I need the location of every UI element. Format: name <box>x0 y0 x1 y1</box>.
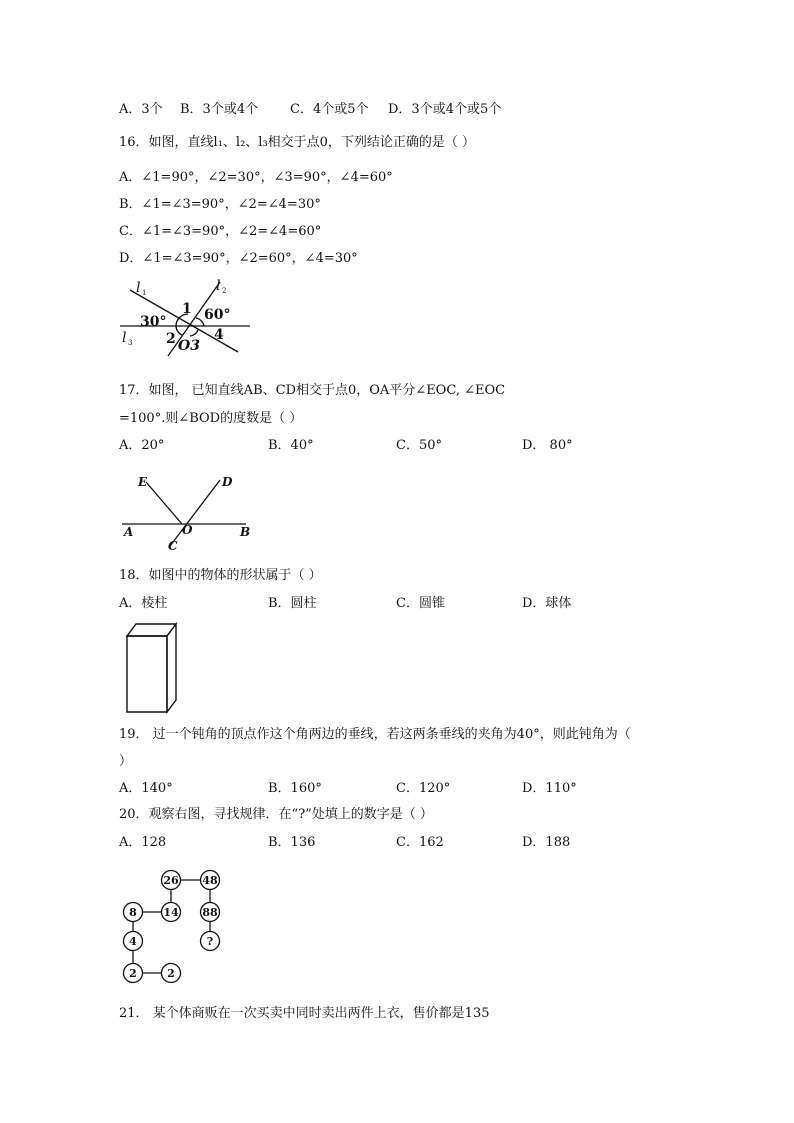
q17-option-b: B．40° <box>268 438 314 453</box>
q16-option-a: A．∠1=90°，∠2=30°，∠3=90°，∠4=60° <box>119 170 393 185</box>
num-2-right: 2 <box>167 967 175 980</box>
label-l1-sub: 1 <box>142 289 147 297</box>
num-14: 14 <box>163 906 179 919</box>
prism-front-face <box>127 636 167 712</box>
label-o: O <box>182 523 193 537</box>
label-l2: l <box>216 278 221 294</box>
num-question: ? <box>206 935 214 948</box>
label-l2-sub: 2 <box>222 287 227 295</box>
q18-stem: 18．如图中的物体的形状属于（ ） <box>119 568 322 583</box>
q21-stem: 21． 某个体商贩在一次买卖中同时卖出两件上衣，售价都是135 <box>119 1006 490 1021</box>
q18-prism-figure <box>122 620 184 716</box>
num-48: 48 <box>202 874 218 887</box>
q20-stem: 20．观察右图，寻找规律．在“?”处填上的数字是（ ） <box>119 807 433 822</box>
q18-option-d: D．球体 <box>522 596 572 611</box>
label-a: A <box>124 525 134 539</box>
q15-option-d: D．3个或4个或5个 <box>388 102 502 117</box>
q20-option-d: D．188 <box>522 835 571 850</box>
q19-option-b: B．160° <box>268 781 322 796</box>
q17-option-a: A．20° <box>119 438 165 453</box>
q16-figure <box>110 274 260 358</box>
num-88: 88 <box>202 906 218 919</box>
q16-stem: 16．如图，直线l₁、l₂、l₃相交于点0，下列结论正确的是（ ） <box>119 135 476 150</box>
q17-figure <box>118 470 268 556</box>
q19-option-d: D．110° <box>522 781 577 796</box>
label-angle-4: 4 <box>214 327 224 343</box>
label-d: D <box>222 475 233 489</box>
prism-side-face <box>167 624 176 712</box>
line-dc <box>170 480 220 546</box>
angle-arc-60 <box>196 318 204 326</box>
q20-number-pattern-figure <box>118 864 228 988</box>
num-8: 8 <box>129 906 137 919</box>
label-l1: l <box>136 280 141 296</box>
q17-option-d: D． 80° <box>522 438 573 453</box>
q20-option-a: A．128 <box>119 835 167 850</box>
label-c: C <box>168 539 178 553</box>
q19-option-a: A．140° <box>119 781 173 796</box>
q15-option-c: C．4个或5个 <box>290 102 369 117</box>
num-4: 4 <box>129 935 137 948</box>
num-2-left: 2 <box>129 967 137 980</box>
label-30deg: 30° <box>140 314 167 330</box>
q18-option-c: C．圆锥 <box>396 596 445 611</box>
q20-option-c: C．162 <box>396 835 444 850</box>
q18-option-b: B．圆柱 <box>268 596 317 611</box>
label-l3: l <box>122 330 127 346</box>
q17-stem-line2: =100°.则∠BOD的度数是（ ） <box>119 411 303 426</box>
label-angle-2: 2 <box>166 331 176 347</box>
q19-option-c: C．120° <box>396 781 451 796</box>
num-26: 26 <box>163 874 179 887</box>
q19-stem-line1: 19． 过一个钝角的顶点作这个角两边的垂线，若这两条垂线的夹角为40°，则此钝角为（ <box>119 727 631 742</box>
angle-arc-2 <box>176 326 182 335</box>
label-b: B <box>240 525 251 539</box>
q15-option-b: B．3个或4个 <box>180 102 259 117</box>
q16-option-c: C．∠1=∠3=90°，∠2=∠4=60° <box>119 224 322 239</box>
q20-option-b: B．136 <box>268 835 316 850</box>
q15-option-a: A．3个 <box>119 102 163 117</box>
label-l3-sub: 3 <box>128 339 133 347</box>
label-e: E <box>138 475 148 489</box>
ray-oe <box>146 482 182 524</box>
q17-stem-line1: 17．如图， 已知直线AB、CD相交于点0，OA平分∠EOC, ∠EOC <box>119 383 506 398</box>
label-o3: O3 <box>178 338 200 354</box>
q19-stem-line2: ） <box>119 754 133 769</box>
q18-option-a: A．棱柱 <box>119 596 168 611</box>
label-60deg: 60° <box>204 307 231 323</box>
q16-option-d: D．∠1=∠3=90°，∠2=60°，∠4=30° <box>119 251 358 266</box>
q17-option-c: C．50° <box>396 438 442 453</box>
angle-arc-3 <box>190 330 198 336</box>
label-angle-1: 1 <box>182 301 192 317</box>
q16-option-b: B．∠1=∠3=90°，∠2=∠4=30° <box>119 197 321 212</box>
